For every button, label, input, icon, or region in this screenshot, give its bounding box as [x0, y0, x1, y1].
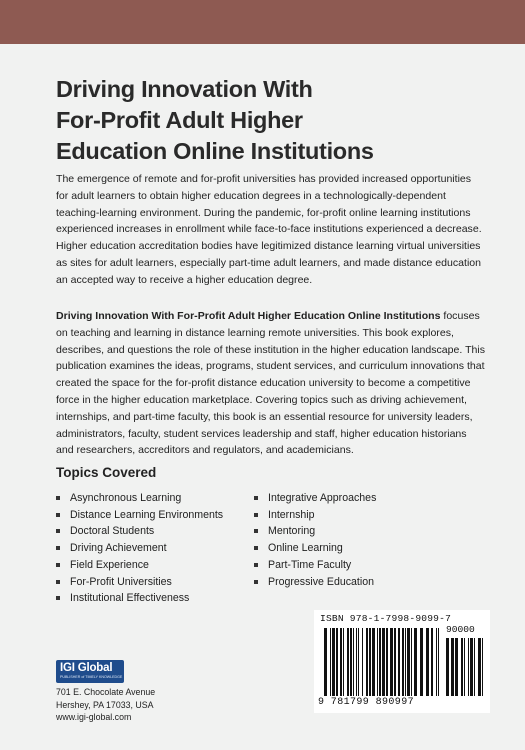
topics-heading: Topics Covered: [56, 465, 157, 480]
bullet-icon: [56, 496, 60, 500]
address-line: 701 E. Chocolate Avenue: [56, 687, 156, 697]
topics-list-right: [254, 490, 376, 590]
isbn-label: ISBN 978-1-7998-9099-7: [320, 613, 452, 624]
topic-item: Driving Achievement: [56, 540, 223, 557]
barcode-bars-main: [324, 628, 442, 696]
description-paragraph-1: The emergence of remote and for-profit universities has provided increased opportunities for adult learners to obtain higher education degrees in a technologically-dependent teaching-learning environment. During the pandemic, for-profit online learning institutions experienced increases in enrollment while face-to-face institutions experienced a decrease. Higher education accreditation bodies have legitimized distance learning virtual universities as sites for adult learners, especially part-time adult learners, and made distance education an accepted way to receive a higher education degree.: [56, 173, 482, 286]
topic-item: For-Profit Universities: [56, 574, 223, 591]
barcode-bars-addon: [446, 638, 486, 696]
bullet-icon: [56, 529, 60, 533]
description-paragraph-2-text: focuses on teaching and learning in distance learning remote universities. This book explores, describes, and questions the role of these institution in the higher education landscape. This publication examines the ideas, programs, student services, and curriculum innovations that created the space for the for-profit distance education university to become a competitive force in the higher education marketplace. Covering topics such as driving achievement, internships, and part-time faculty, this book is an essential resource for university leaders, administrators, faculty, student services leadership and staff, higher education historians and researchers, accreditors and regulators, and academicians.: [56, 310, 485, 457]
address-line: Hershey, PA 17033, USA: [56, 699, 154, 710]
publisher-address: [56, 686, 155, 724]
bullet-icon: [254, 513, 258, 517]
topic-item: Online Learning: [254, 540, 376, 557]
bullet-icon: [56, 563, 60, 567]
topics-list-left: [56, 490, 223, 607]
isbn-barcode: [314, 610, 490, 713]
title-line: Education Online Institutions: [56, 138, 374, 164]
top-color-band: [0, 0, 525, 44]
topic-item: Doctoral Students: [56, 523, 223, 540]
topic-item: Part-Time Faculty: [254, 557, 376, 574]
title-line: For-Profit Adult Higher: [56, 107, 303, 133]
title-line: Driving Innovation With: [56, 76, 313, 102]
book-title: [56, 74, 484, 167]
bullet-icon: [254, 580, 258, 584]
topic-item: Internship: [254, 507, 376, 524]
bullet-icon: [56, 596, 60, 600]
bullet-icon: [254, 546, 258, 550]
bullet-icon: [56, 546, 60, 550]
bullet-icon: [254, 529, 258, 533]
description-paragraph-2: [56, 308, 486, 459]
topic-item: Mentoring: [254, 523, 376, 540]
bullet-icon: [254, 563, 258, 567]
logo-tagline: PUBLISHER of TIMELY KNOWLEDGE: [60, 675, 123, 679]
publisher-logo: [56, 660, 124, 683]
bullet-icon: [56, 513, 60, 517]
bullet-icon: [254, 496, 258, 500]
logo-name: IGI Global: [60, 662, 113, 674]
bullet-icon: [56, 580, 60, 584]
topic-item: Distance Learning Environments: [56, 507, 223, 524]
isbn-addon-label: 90000: [446, 624, 475, 635]
topic-item: Institutional Effectiveness: [56, 590, 223, 607]
address-url: www.igi-global.com: [56, 712, 132, 723]
book-title-inline: Driving Innovation With For-Profit Adult Higher Education Online Institutions: [56, 310, 441, 322]
topic-item: Progressive Education: [254, 574, 376, 591]
topic-item: Asynchronous Learning: [56, 490, 223, 507]
barcode-digits: 9 781799 890997: [318, 697, 415, 708]
back-cover-content: [56, 60, 485, 605]
topic-item: Field Experience: [56, 557, 223, 574]
topic-item: Integrative Approaches: [254, 490, 376, 507]
